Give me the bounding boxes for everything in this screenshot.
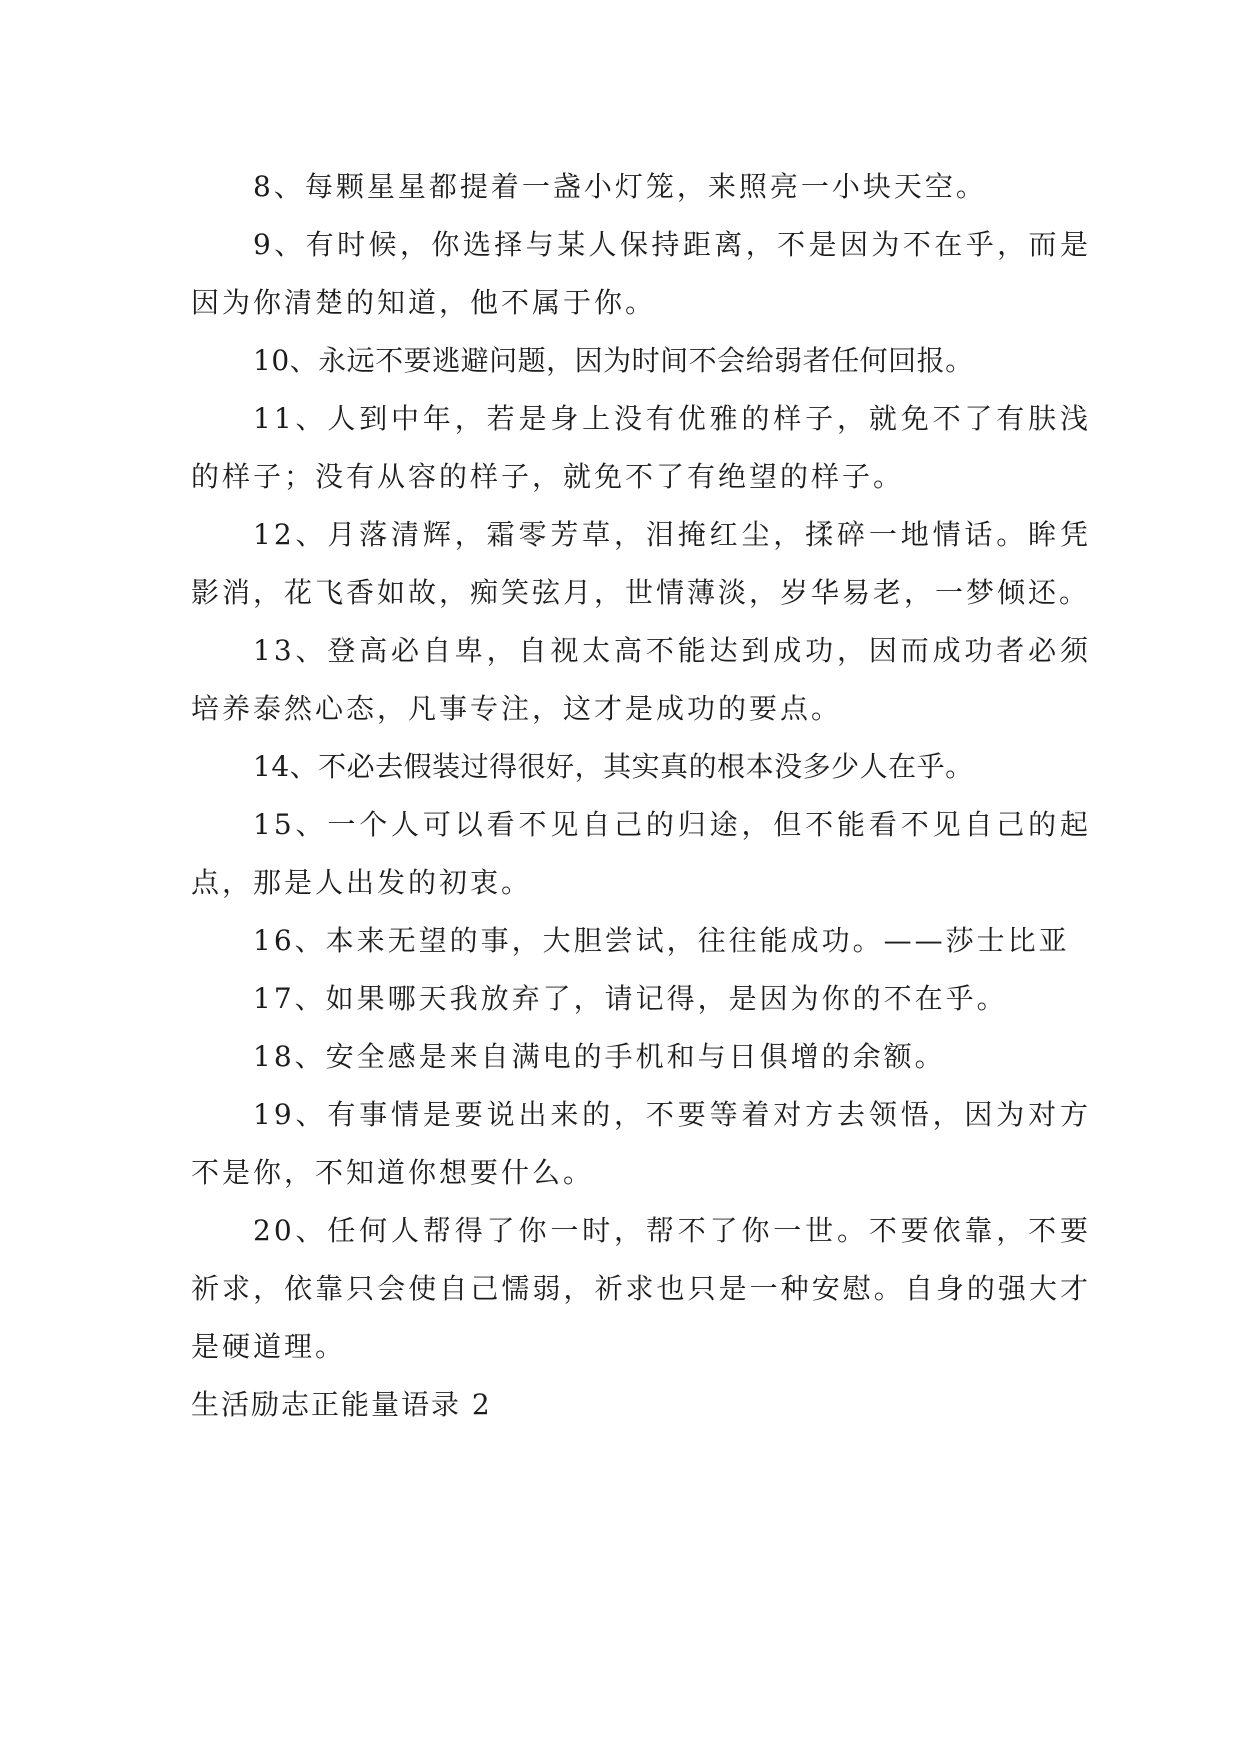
quote-paragraph-10: 10、永远不要逃避问题，因为时间不会给弱者任何回报。 (253, 344, 974, 377)
quote-paragraph-9: 9、有时候，你选择与某人保持距离，不是因为不在乎，而是因为你清楚的知道，他不属于你。 (191, 228, 1091, 319)
quote-paragraph-12: 12、月落清辉，霜零芳草，泪掩红尘，揉碎一地情话。眸凭影消，花飞香如故，痴笑弦月，世情薄淡，岁华易老，一梦倾还。 (191, 518, 1091, 609)
quote-paragraph-14: 14、不必去假装过得很好，其实真的根本没多少人在乎。 (253, 750, 974, 783)
quote-paragraph-20: 20、任何人帮得了你一时，帮不了你一世。不要依靠，不要祈求，依靠只会使自己懦弱，祈求也只是一种安慰。自身的强大才是硬道理。 (191, 1214, 1091, 1363)
quote-paragraph-16: 16、本来无望的事，大胆尝试，往往能成功。——莎士比亚 (253, 924, 1070, 957)
quote-paragraph-8: 8、每颗星星都提着一盏小灯笼，来照亮一小块天空。 (253, 170, 987, 203)
quote-paragraph-15: 15、一个人可以看不见自己的归途，但不能看不见自己的起点，那是人出发的初衷。 (191, 808, 1091, 899)
quote-paragraph-11: 11、人到中年，若是身上没有优雅的样子，就免不了有肤浅的样子；没有从容的样子，就免不了有绝望的样子。 (191, 402, 1091, 493)
document-body (191, 158, 1091, 1434)
quote-paragraph-17: 17、如果哪天我放弃了，请记得，是因为你的不在乎。 (253, 982, 1008, 1015)
quote-paragraph-18: 18、安全感是来自满电的手机和与日俱增的余额。 (253, 1040, 946, 1073)
section-heading: 生活励志正能量语录 2 (191, 1388, 492, 1421)
quote-paragraph-19: 19、有事情是要说出来的，不要等着对方去领悟，因为对方不是你，不知道你想要什么。 (191, 1098, 1091, 1189)
quote-paragraph-13: 13、登高必自卑，自视太高不能达到成功，因而成功者必须培养泰然心态，凡事专注，这才是成功的要点。 (191, 634, 1091, 725)
